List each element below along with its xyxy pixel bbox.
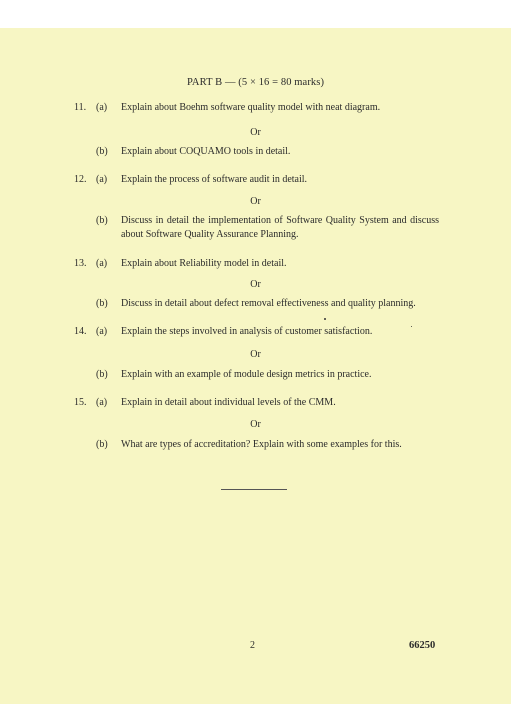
page-number: 2	[250, 640, 255, 651]
or-separator: Or	[250, 349, 261, 360]
question-text: Explain about COQUAMO tools in detail.	[121, 146, 291, 157]
option-label: (b)	[96, 146, 108, 157]
question-text: Explain about Reliability model in detail.	[121, 258, 287, 269]
or-separator: Or	[250, 279, 261, 290]
question-number: 11.	[74, 102, 87, 113]
option-label: (a)	[96, 174, 108, 185]
option-label: (b)	[96, 215, 108, 226]
section-heading: PART B — (5 × 16 = 80 marks)	[186, 77, 325, 88]
or-separator: Or	[250, 419, 261, 430]
option-label: (a)	[96, 397, 108, 408]
question-text: Explain in detail about individual levels of the CMM.	[121, 397, 336, 408]
question-number: 12.	[74, 174, 87, 185]
or-separator: Or	[250, 196, 261, 207]
question-text: Explain about Boehm software quality model with neat diagram.	[121, 102, 381, 113]
scan-speck	[411, 326, 412, 327]
question-number: 14.	[74, 326, 87, 337]
option-label: (b)	[96, 298, 108, 309]
option-label: (a)	[96, 326, 108, 337]
or-separator: Or	[250, 127, 261, 138]
question-text: Explain the steps involved in analysis of customer satisfaction.	[121, 326, 373, 337]
question-text: Discuss in detail the implementation of Software Quality System and discuss about Software Quality Assurance Planning.	[121, 215, 439, 240]
paper-code: 66250	[409, 640, 436, 651]
question-number: 15.	[74, 397, 87, 408]
end-rule	[221, 489, 287, 490]
question-text: Explain the process of software audit in detail.	[121, 174, 308, 185]
scan-speck	[324, 318, 326, 320]
option-label: (a)	[96, 102, 108, 113]
question-text: Explain with an example of module design metrics in practice.	[121, 369, 372, 380]
question-number: 13.	[74, 258, 87, 269]
question-text: What are types of accreditation? Explain with some examples for this.	[121, 439, 402, 450]
option-label: (b)	[96, 439, 108, 450]
option-label: (a)	[96, 258, 108, 269]
option-label: (b)	[96, 369, 108, 380]
question-text: Discuss in detail about defect removal effectiveness and quality planning.	[121, 298, 416, 309]
